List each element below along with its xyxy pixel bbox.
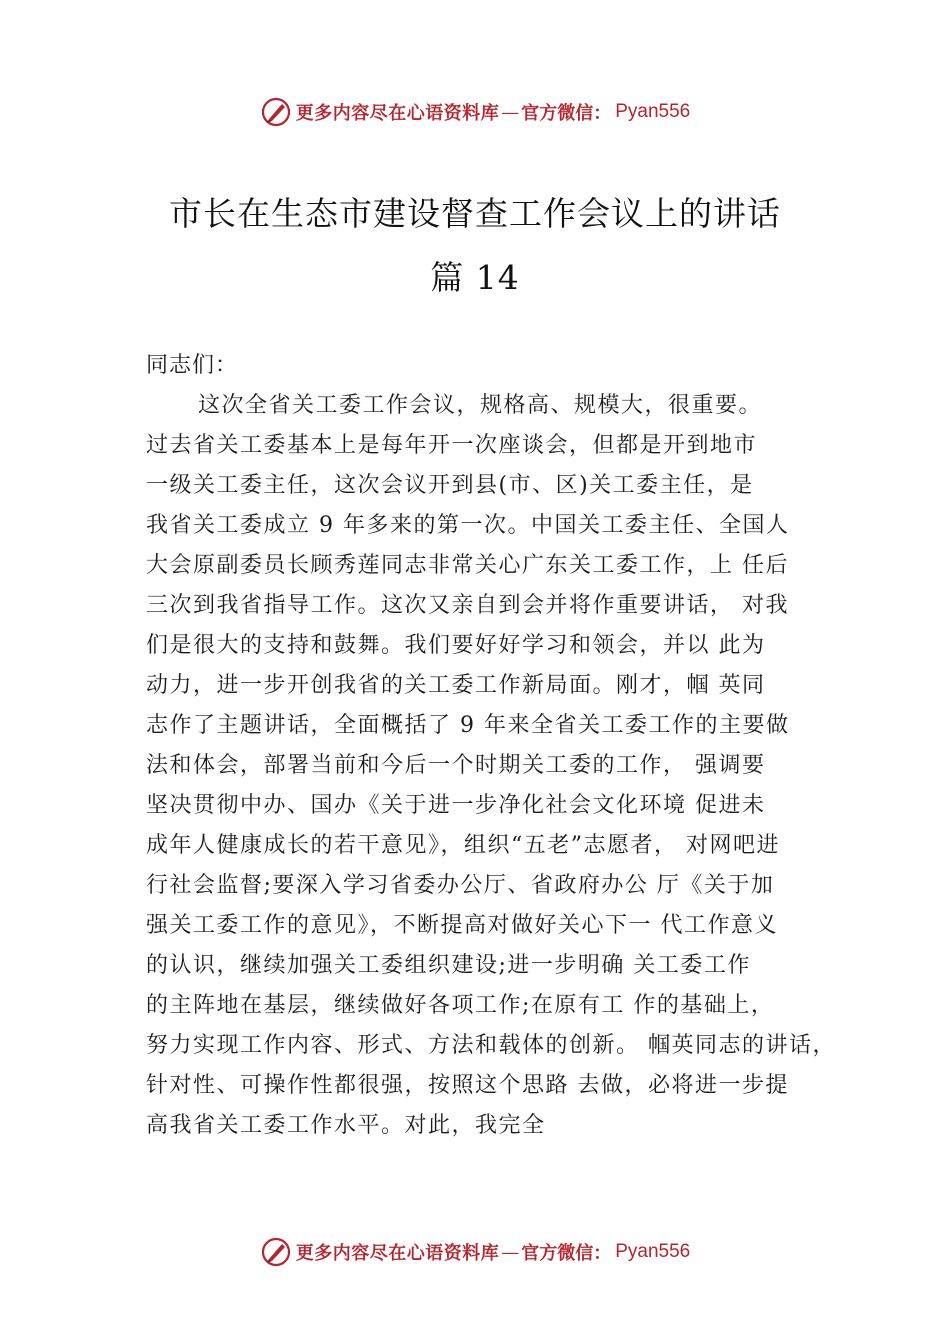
body-line: 三次到我省指导工作。这次又亲自到会并将作重要讲话， 对我: [146, 593, 789, 618]
banner-wechat-label: 官方微信：: [521, 103, 612, 124]
banner-dash: —: [501, 101, 520, 123]
pen-circle-logo-icon: [260, 1236, 292, 1268]
greeting: 同志们：: [146, 353, 239, 378]
banner-dash: —: [501, 1241, 520, 1263]
body-line: 坚决贯彻中办、国办《关于进一步净化社会文化环境 促进未: [146, 793, 766, 818]
header-watermark-banner: [0, 92, 950, 132]
body-line: 一级关工委主任，这次会议开到县(市、区)关工委主任，是: [146, 473, 754, 498]
banner-main-text: 更多内容尽在心语资料库: [295, 103, 500, 124]
document-subtitle: 篇 14: [430, 258, 520, 297]
body-line: 们是很大的支持和鼓舞。我们要好好学习和领会，并以 此为: [146, 633, 766, 658]
document-title: 市长在生态市建设督查工作会议上的讲话: [169, 194, 781, 233]
body-line: 行社会监督;要深入学习省委办公厅、省政府办公 厅《关于加: [146, 873, 775, 898]
body-line: 努力实现工作内容、形式、方法和载体的创新。 帼英同志的讲话，: [146, 1033, 836, 1058]
body-text: [146, 386, 866, 1146]
body-line: 的认识，继续加强关工委组织建设;进一步明确 关工委工作: [146, 953, 751, 978]
body-line: 高我省关工委工作水平。对此，我完全: [146, 1113, 546, 1138]
banner-main-text: 更多内容尽在心语资料库: [295, 1243, 500, 1264]
body-line: 志作了主题讲话，全面概括了 9 年来全省关工委工作的主要做: [146, 713, 790, 738]
body-line: 法和体会，部署当前和今后一个时期关工委的工作， 强调要: [146, 753, 766, 778]
body-line: 成年人健康成长的若干意见》，组织“五老”志愿者， 对网吧进: [146, 833, 780, 858]
body-line: 这次全省关工委工作会议，规格高、规模大，很重要。: [198, 393, 763, 418]
body-line: 大会原副委员长顾秀莲同志非常关心广东关工委工作，上 任后: [146, 553, 789, 578]
body-line: 强关工委工作的意见》，不断提高对做好关心下一 代工作意义: [146, 913, 778, 938]
pen-circle-logo-icon: [260, 96, 292, 128]
body-line: 针对性、可操作性都很强，按照这个思路 去做，必将进一步提: [146, 1073, 789, 1098]
banner-wechat-id: Pyan556: [615, 1241, 691, 1262]
body-line: 的主阵地在基层，继续做好各项工作;在原有工 作的基础上，: [146, 993, 775, 1018]
footer-watermark-banner: [0, 1232, 950, 1272]
body-line: 我省关工委成立 9 年多来的第一次。中国关工委主任、全国人: [146, 513, 790, 538]
banner-wechat-label: 官方微信：: [521, 1243, 612, 1264]
body-line: 动力，进一步开创我省的关工委工作新局面。刚才，帼 英同: [146, 673, 766, 698]
banner-wechat-id: Pyan556: [615, 101, 691, 122]
body-line: 过去省关工委基本上是每年开一次座谈会，但都是开到地市: [146, 433, 758, 458]
